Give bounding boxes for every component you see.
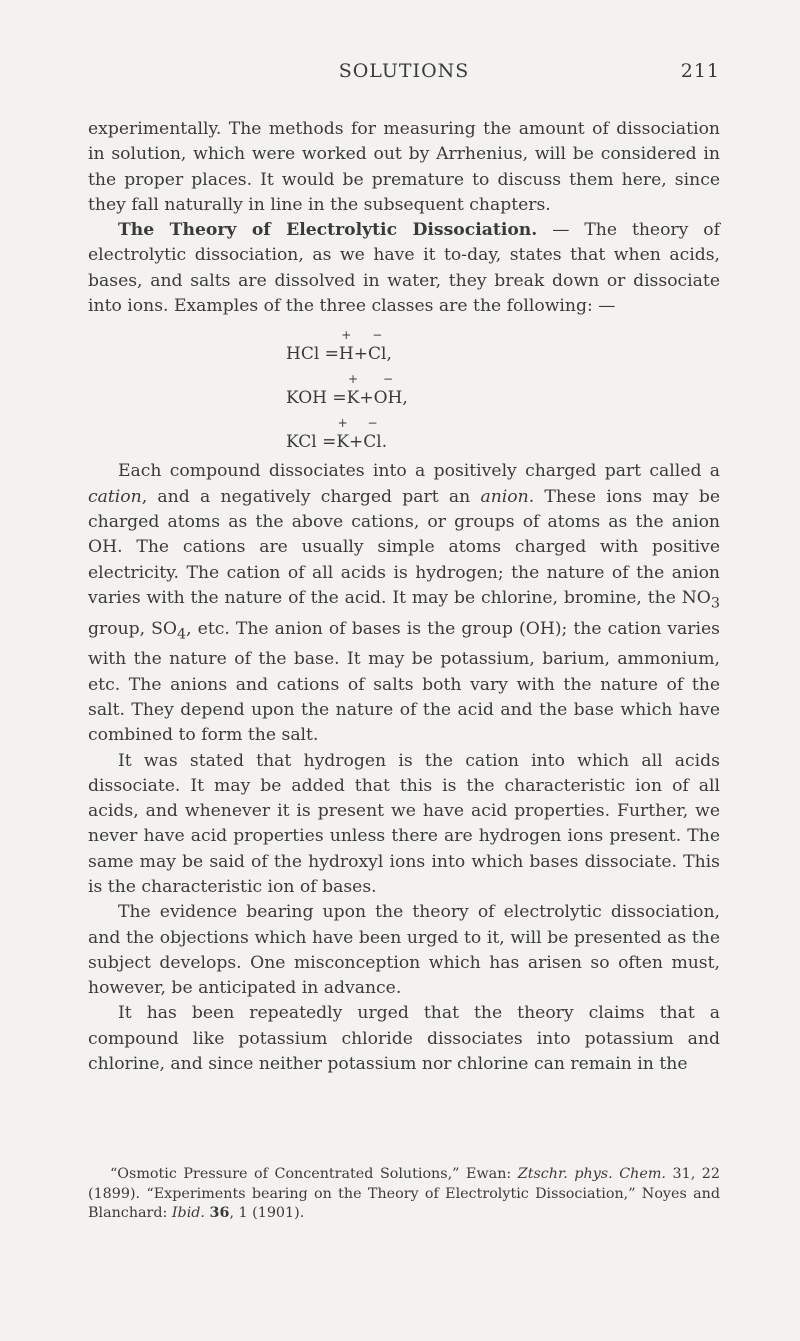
paragraph-6: It has been repeatedly urged that the theory claims that a compound like potassium chloride dissociates into potassium and chlorine, and since neither potassium nor chlorine can remain in the (88, 1003, 720, 1075)
cation-symbol: + H (338, 328, 354, 365)
footnote (88, 1165, 720, 1224)
equation-line (286, 415, 720, 459)
journal-title: Ztschr. phys. Chem. (517, 1166, 666, 1182)
term-anion: anion (480, 486, 529, 507)
charge-plus: + (337, 416, 348, 431)
paragraph-4: It was stated that hydrogen is the cation into which all acids dissociate. It may be added that this is the characteristic ion of all acids, and whenever it is present we have acid properties. Further, we never have acid properties unless there are hydrogen ions present. The same may be said of the hydroxyl ions into which bases dissociate. This is the characteristic ion of bases. (88, 750, 720, 897)
page-number: 211 (680, 60, 720, 82)
paragraph-1: experimentally. The methods for measuring the amount of dissociation in solution, which were worked out by Arrhenius, will be considered in the proper places. It would be premature to discuss them here, since they fall naturally in line in the subsequent chapters. (88, 119, 720, 215)
equation-end: , (386, 344, 392, 365)
anion-symbol: − OH (373, 372, 403, 409)
equation-end: , (402, 388, 408, 409)
paragraph-3: Each compound dissociates into a positively charged part called a cation, and a negatively charged part an anion. These ions may be charged atoms as the above cations, or groups of atoms as the anion OH. The cations are usually simple atoms charged with positive electricity. The cation of all acids is hydrogen; the nature of the anion varies with the nature of the acid. It may be chlorine, bromine, the $NO_3$ group, $SO_4$, etc. The anion of bases is the group (OH); the cation varies with the nature of the base. It may be potassium, barium, ammonium, etc. The anions and cations of salts both vary with the nature of the salt. They depend upon the nature of the acid and the base which have combined to form the salt. (88, 461, 720, 746)
body-text (88, 117, 720, 1077)
running-header (88, 60, 720, 90)
paragraph-2-text: — The theory of electrolytic dissociation, as we have it to-day, states that when acids, bases, and salts are dissolved in water, they break down or dissociate into ions. Examples of the three classes are the following: — (88, 220, 720, 317)
charge-minus: − (382, 372, 394, 387)
running-title: SOLUTIONS (338, 60, 470, 82)
paragraph-2 (88, 218, 720, 319)
equation-operator: + (359, 388, 374, 409)
cation-symbol: + K (346, 372, 360, 409)
paragraph-5: The evidence bearing upon the theory of electrolytic dissociation, and the objections which have been urged to it, will be presented as the subject develops. One misconception which has arisen so often must, however, be anticipated in advance. (88, 902, 720, 999)
equation-lhs: HCl = (286, 344, 339, 365)
section-heading: The Theory of Electrolytic Dissociation. (118, 220, 538, 241)
cation-symbol: + K (336, 416, 350, 453)
footnote-text: “Osmotic Pressure of Concentrated Solutions,” Ewan: Ztschr. phys. Chem. 31, 22 (1899). “Experiments bearing on the Theory of Electrolytic Dissociation,” Noyes and Blanchard: Ibid. 36, 1 (1901). (88, 1166, 720, 1221)
equation-lhs: KCl = (286, 432, 337, 453)
volume-number: 36 (209, 1205, 230, 1221)
subscript: 3 (710, 595, 720, 612)
anion-symbol: − Cl (363, 416, 382, 453)
equation-line (286, 327, 720, 371)
charge-minus: − (367, 416, 378, 431)
subscript: 4 (177, 626, 187, 643)
journal-ibid: Ibid. (171, 1205, 205, 1221)
equation-operator: + (349, 432, 364, 453)
equation-operator: + (353, 344, 368, 365)
charge-minus: − (372, 328, 383, 343)
charge-plus: + (347, 372, 359, 387)
term-cation: cation (88, 486, 142, 507)
equation-block (88, 327, 720, 459)
equation-end: . (381, 432, 388, 453)
equation-line (286, 371, 720, 415)
charge-plus: + (341, 328, 352, 343)
anion-symbol: − Cl (368, 328, 387, 365)
equation-lhs: KOH = (286, 388, 347, 409)
